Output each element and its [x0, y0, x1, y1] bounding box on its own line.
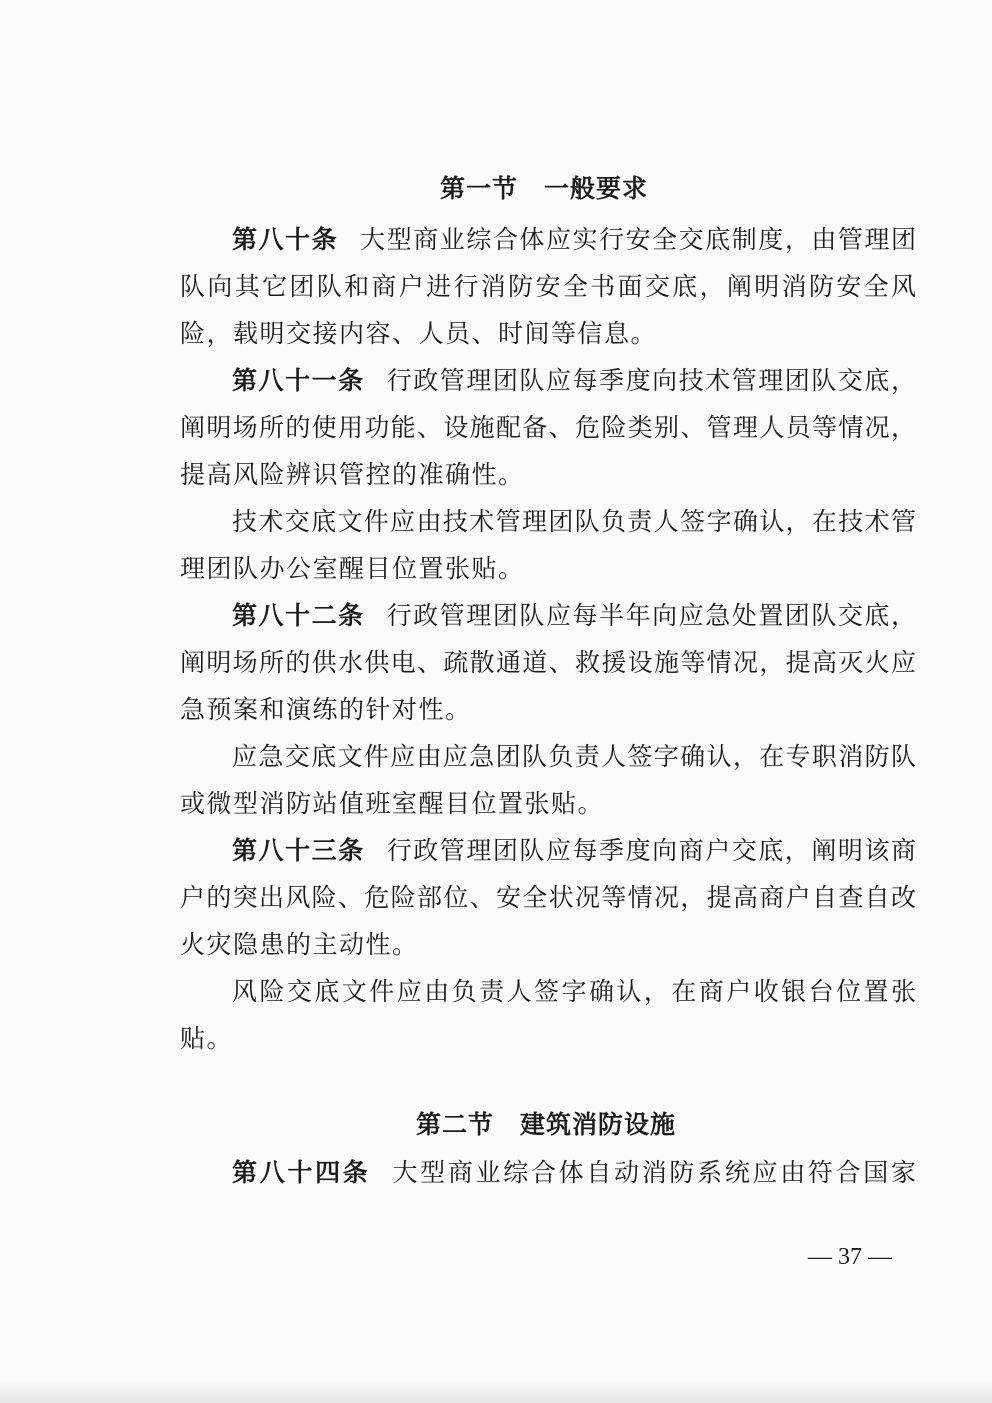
article-81-label: 第八十一条 — [232, 366, 365, 395]
page-number: — 37 — — [808, 1244, 892, 1270]
article-82-label: 第八十二条 — [232, 601, 365, 630]
article-84-line-1 — [232, 1157, 916, 1189]
article-81-line-3: 提高风险辨识管控的准确性。 — [180, 460, 525, 489]
article-83-line-3: 火灾隐患的主动性。 — [180, 930, 419, 959]
article-84-text-1: 大型商业综合体自动消防系统应由符合国家 — [392, 1158, 916, 1187]
article-80-line-1 — [232, 224, 916, 256]
article-82-line-2: 阐明场所的供水供电、疏散通道、救援设施等情况，提高灭火应 — [180, 648, 916, 677]
section-heading-general-requirements: 第一节 一般要求 — [440, 174, 649, 203]
article-81-para2-line-1: 技术交底文件应由技术管理团队负责人签字确认，在技术管 — [232, 507, 916, 536]
article-80-text-1: 大型商业综合体应实行安全交底制度，由管理团 — [360, 225, 916, 254]
article-82-line-3: 急预案和演练的针对性。 — [180, 695, 472, 724]
article-80-line-3: 险，载明交接内容、人员、时间等信息。 — [180, 319, 658, 348]
section-heading-building-fire-facilities: 第二节 建筑消防设施 — [416, 1110, 677, 1139]
article-83-line-1 — [232, 835, 916, 867]
article-83-line-2: 户的突出风险、危险部位、安全状况等情况，提高商户自查自改 — [180, 883, 916, 912]
article-81-para2-line-2: 理团队办公室醒目位置张贴。 — [180, 554, 525, 583]
article-80-line-2: 队向其它团队和商户进行消防安全书面交底，阐明消防安全风 — [180, 272, 916, 301]
article-83-para2-line-1: 风险交底文件应由负责人签字确认，在商户收银台位置张 — [232, 977, 916, 1006]
scan-edge — [0, 1381, 992, 1403]
article-81-line-2: 阐明场所的使用功能、设施配备、危险类别、管理人员等情况， — [180, 413, 916, 442]
article-82-para2-line-2: 或微型消防站值班室醒目位置张贴。 — [180, 789, 605, 818]
article-82-text-1: 行政管理团队应每半年向应急处置团队交底， — [386, 601, 916, 630]
article-83-label: 第八十三条 — [232, 836, 365, 865]
article-80-label: 第八十条 — [232, 225, 339, 254]
article-83-para2-line-2: 贴。 — [180, 1024, 234, 1053]
article-82-line-1 — [232, 600, 916, 632]
article-82-para2-line-1: 应急交底文件应由应急团队负责人签字确认，在专职消防队 — [232, 742, 916, 771]
article-81-text-1: 行政管理团队应每季度向技术管理团队交底， — [386, 366, 916, 395]
article-83-text-1: 行政管理团队应每季度向商户交底，阐明该商 — [386, 836, 916, 865]
article-84-label: 第八十四条 — [232, 1158, 371, 1187]
article-81-line-1 — [232, 365, 916, 397]
